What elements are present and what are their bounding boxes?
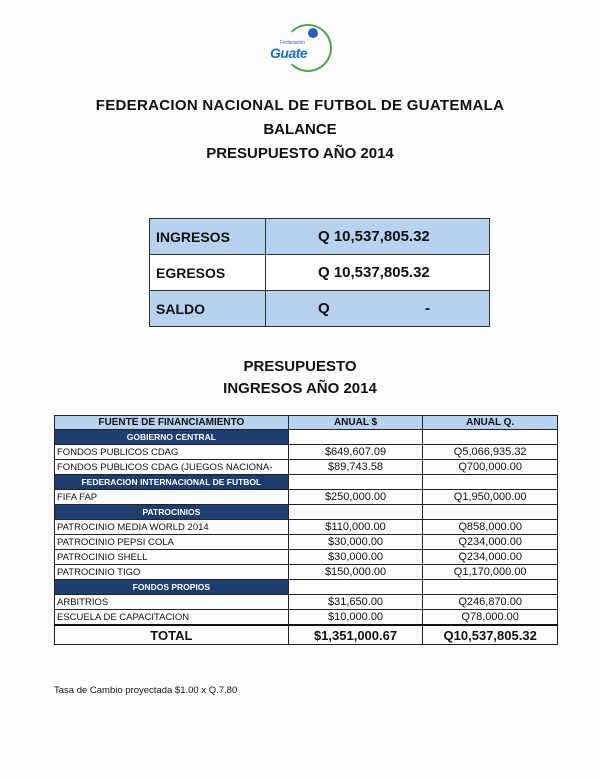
usd-cell: $649,607.09: [288, 445, 423, 460]
table-row: [55, 460, 558, 475]
empty-cell: [288, 580, 423, 595]
table-row: [55, 595, 558, 610]
section-label: PATROCINIOS: [55, 505, 289, 520]
logo-wordmark: Guate: [270, 45, 308, 61]
usd-cell: $31,650.00: [288, 595, 423, 610]
balance-row-egresos: [150, 255, 490, 291]
section-label: FONDOS PROPIOS: [55, 580, 289, 595]
budget-subtitle: INGRESOS AÑO 2014: [223, 380, 377, 397]
section-label: GOBIERNO CENTRAL: [55, 430, 289, 445]
empty-cell: [423, 580, 558, 595]
usd-cell: $250,000.00: [288, 490, 423, 505]
table-row: [55, 535, 558, 550]
total-label: TOTAL: [55, 625, 289, 645]
source-cell: PATROCINIO PEPSI COLA: [55, 535, 289, 550]
usd-cell: $150,000.00: [288, 565, 423, 580]
section-row: [55, 580, 558, 595]
source-cell: PATROCINIO SHELL: [55, 550, 289, 565]
usd-cell: $89,743.58: [288, 460, 423, 475]
section-label: FEDERACION INTERNACIONAL DE FUTBOL: [55, 475, 289, 490]
source-cell: FONDOS PUBLICOS CDAG: [55, 445, 289, 460]
table-row: [55, 445, 558, 460]
logo-small-text: Federación: [280, 40, 306, 46]
doc-title: BALANCE: [263, 121, 337, 138]
gtq-cell: Q234,000.00: [423, 550, 558, 565]
balance-value: [266, 291, 490, 327]
gtq-cell: Q234,000.00: [423, 535, 558, 550]
saldo-currency: Q: [318, 300, 330, 317]
federation-logo: [264, 22, 330, 74]
table-row: [55, 490, 558, 505]
source-cell: FIFA FAP: [55, 490, 289, 505]
gtq-cell: Q1,950,000.00: [423, 490, 558, 505]
saldo-dash: -: [425, 300, 430, 317]
balance-value: Q 10,537,805.32: [266, 255, 490, 291]
usd-cell: $30,000.00: [288, 535, 423, 550]
empty-cell: [288, 430, 423, 445]
usd-cell: $30,000.00: [288, 550, 423, 565]
gtq-cell: Q1,170,000.00: [423, 565, 558, 580]
column-header: ANUAL $: [288, 416, 423, 430]
gtq-cell: Q246,870.00: [423, 595, 558, 610]
gtq-cell: Q5,066,935.32: [423, 445, 558, 460]
empty-cell: [288, 505, 423, 520]
gtq-cell: Q858,000.00: [423, 520, 558, 535]
income-table-header: [55, 416, 558, 430]
empty-cell: [423, 430, 558, 445]
source-cell: ESCUELA DE CAPACITACION: [55, 610, 289, 626]
source-cell: PATROCINIO TIGO: [55, 565, 289, 580]
balance-label: SALDO: [150, 291, 266, 327]
balance-row-saldo: [150, 291, 490, 327]
source-cell: ARBITRIOS: [55, 595, 289, 610]
gtq-cell: Q700,000.00: [423, 460, 558, 475]
total-usd: $1,351,000.67: [288, 625, 423, 645]
table-row: [55, 565, 558, 580]
balance-label: EGRESOS: [150, 255, 266, 291]
balance-label: INGRESOS: [150, 219, 266, 255]
logo-ball-icon: [308, 28, 318, 38]
doc-subtitle: PRESUPUESTO AÑO 2014: [206, 145, 394, 162]
balance-row-ingresos: [150, 219, 490, 255]
table-row: [55, 550, 558, 565]
column-header: ANUAL Q.: [423, 416, 558, 430]
total-row: [55, 625, 558, 645]
section-row: [55, 475, 558, 490]
balance-value: Q 10,537,805.32: [266, 219, 490, 255]
exchange-rate-note: Tasa de Cambio proyectada $1.00 x Q.7.80: [54, 685, 238, 696]
section-row: [55, 430, 558, 445]
usd-cell: $10,000.00: [288, 610, 423, 626]
balance-table: [149, 218, 490, 327]
empty-cell: [423, 475, 558, 490]
budget-title: PRESUPUESTO: [243, 358, 357, 375]
source-cell: FONDOS PUBLICOS CDAG (JUEGOS NACIONA-: [55, 460, 289, 475]
total-gtq: Q10,537,805.32: [423, 625, 558, 645]
org-title: FEDERACION NACIONAL DE FUTBOL DE GUATEMALA: [95, 97, 505, 114]
empty-cell: [288, 475, 423, 490]
gtq-cell: Q78,000.00: [423, 610, 558, 626]
usd-cell: $110,000.00: [288, 520, 423, 535]
empty-cell: [423, 505, 558, 520]
table-row: [55, 610, 558, 626]
table-row: [55, 520, 558, 535]
column-header: FUENTE DE FINANCIAMIENTO: [55, 416, 289, 430]
section-row: [55, 505, 558, 520]
income-table: [54, 415, 558, 645]
source-cell: PATROCINIO MEDIA WORLD 2014: [55, 520, 289, 535]
